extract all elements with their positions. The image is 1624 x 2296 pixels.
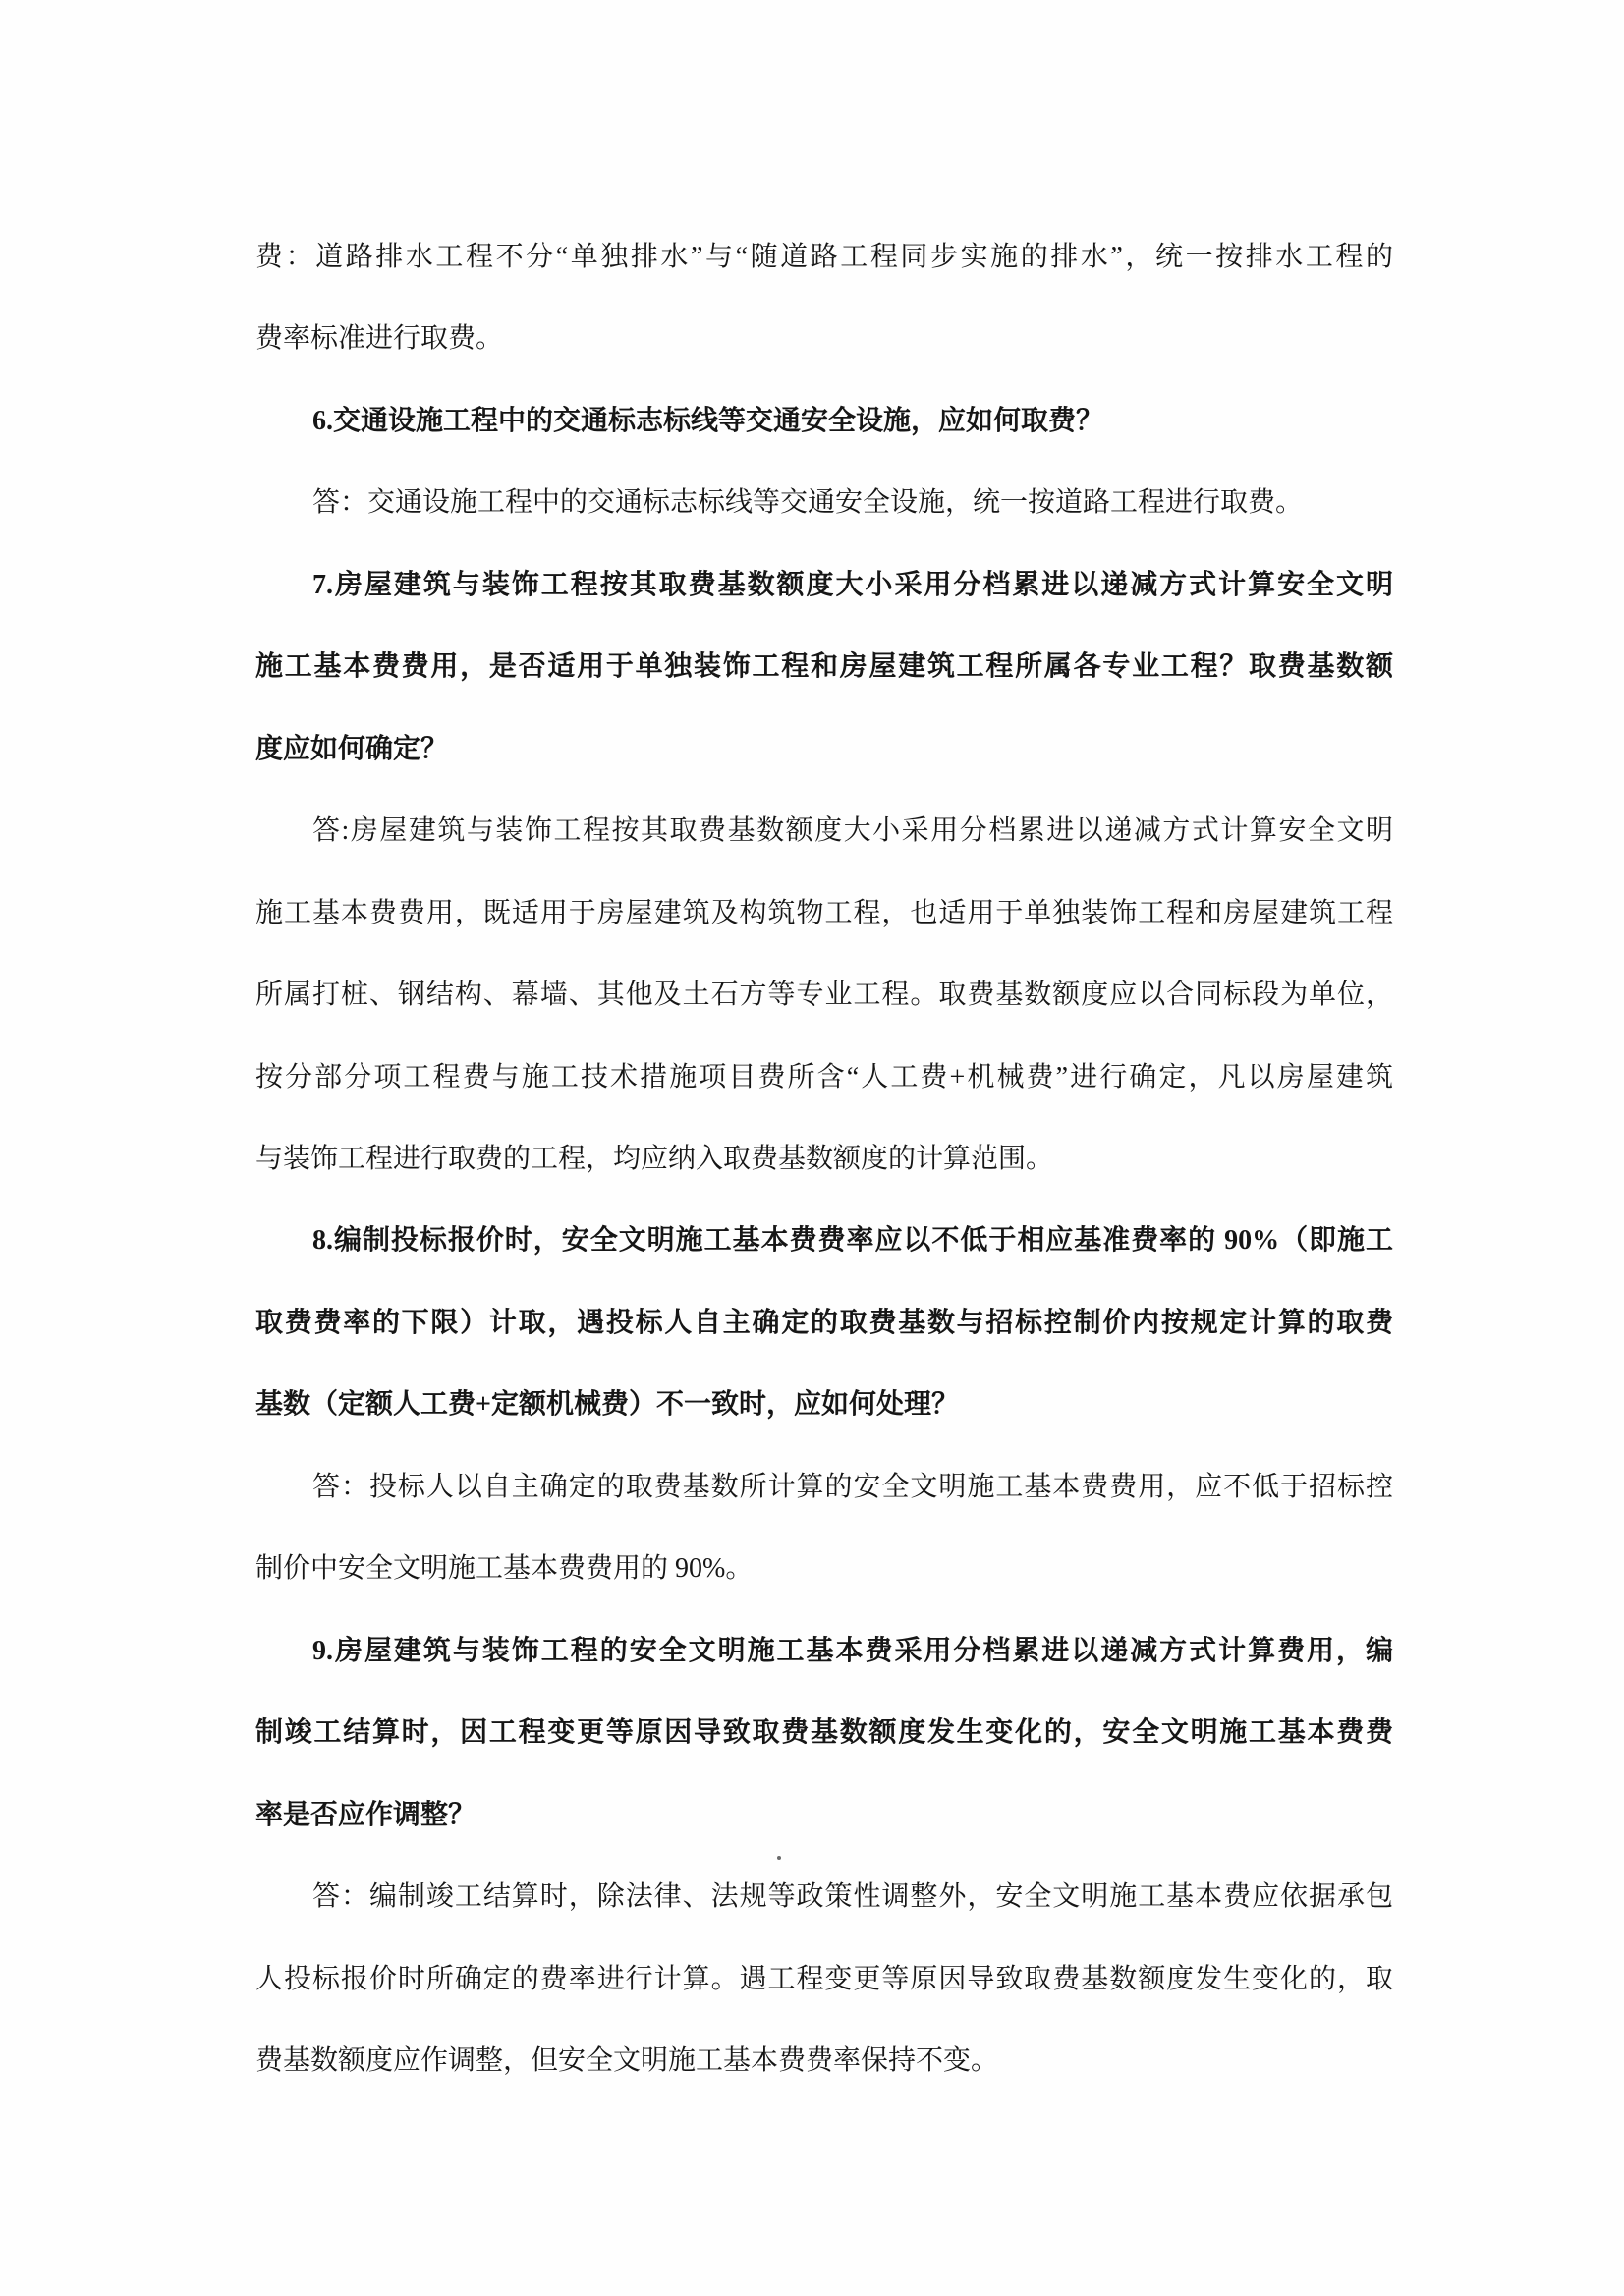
text-line: 度应如何确定？ [255, 733, 449, 764]
text-line: 率是否应作调整？ [255, 1799, 476, 1830]
paragraph-answer-9 [255, 1856, 1393, 2101]
text-line: 取费费率的下限）计取，遇投标人自主确定的取费基数与招标控制价内按规定计算的取费 [255, 1307, 1393, 1338]
text-line: 费基数额度应作调整，但安全文明施工基本费费率保持不变。 [255, 2044, 999, 2076]
text-line: 基数（定额人工费+定额机械费）不一致时，应如何处理？ [255, 1389, 959, 1421]
text-line: 7.房屋建筑与装饰工程按其取费基数额度大小采用分档累进以递减方式计算安全文明 [312, 569, 1393, 600]
text-line: 制竣工结算时，因工程变更等原因导致取费基数额度发生变化的，安全文明施工基本费费 [255, 1717, 1393, 1749]
text-line: 8.编制投标报价时，安全文明施工基本费费率应以不低于相应基准费率的 90%（即施工 [312, 1225, 1393, 1257]
text-line: 施工基本费费用，是否适用于单独装饰工程和房屋建筑工程所属各专业工程？取费基数额 [255, 651, 1393, 683]
text-line: 答:房屋建筑与装饰工程按其取费基数额度大小采用分档累进以递减方式计算安全文明 [312, 815, 1393, 847]
text-line: 答：交通设施工程中的交通标志标线等交通安全设施，统一按道路工程进行取费。 [312, 487, 1304, 519]
paragraph-question-8 [255, 1200, 1393, 1445]
text-line: 按分部分项工程费与施工技术措施项目费所含“人工费+机械费”进行确定，凡以房屋建筑 [255, 1061, 1393, 1092]
text-line: 答：投标人以自主确定的取费基数所计算的安全文明施工基本费费用，应不低于招标控 [312, 1471, 1393, 1502]
text-line: 施工基本费费用，既适用于房屋建筑及构筑物工程，也适用于单独装饰工程和房屋建筑工程 [255, 897, 1393, 928]
paragraph-question-9 [255, 1610, 1393, 1856]
paragraph-question-6 [255, 380, 1393, 462]
document-text-block [255, 216, 1393, 2101]
paragraph-answer-6 [255, 462, 1393, 543]
scan-speck-artifact [777, 1856, 781, 1860]
paragraph-question-7 [255, 544, 1393, 790]
text-line: 制价中安全文明施工基本费费用的 90%。 [255, 1553, 754, 1585]
paragraph-answer-7 [255, 790, 1393, 1200]
text-line: 9.房屋建筑与装饰工程的安全文明施工基本费采用分档累进以递减方式计算费用，编 [312, 1635, 1393, 1666]
text-line: 与装饰工程进行取费的工程，均应纳入取费基数额度的计算范围。 [255, 1143, 1054, 1174]
text-line: 6.交通设施工程中的交通标志标线等交通安全设施，应如何取费？ [312, 405, 1104, 436]
text-line: 所属打桩、钢结构、幕墙、其他及土石方等专业工程。取费基数额度应以合同标段为单位， [255, 980, 1393, 1011]
text-line: 人投标报价时所确定的费率进行计算。遇工程变更等原因导致取费基数额度发生变化的，取 [255, 1963, 1393, 1994]
text-line: 费：道路排水工程不分“单独排水”与“随道路工程同步实施的排水”，统一按排水工程的 [255, 242, 1393, 272]
text-line: 费率标准进行取费。 [255, 323, 504, 355]
paragraph-answer-continuation [255, 216, 1393, 380]
paragraph-answer-8 [255, 1446, 1393, 1610]
text-line: 答：编制竣工结算时，除法律、法规等政策性调整外，安全文明施工基本费应依据承包 [312, 1881, 1393, 1913]
